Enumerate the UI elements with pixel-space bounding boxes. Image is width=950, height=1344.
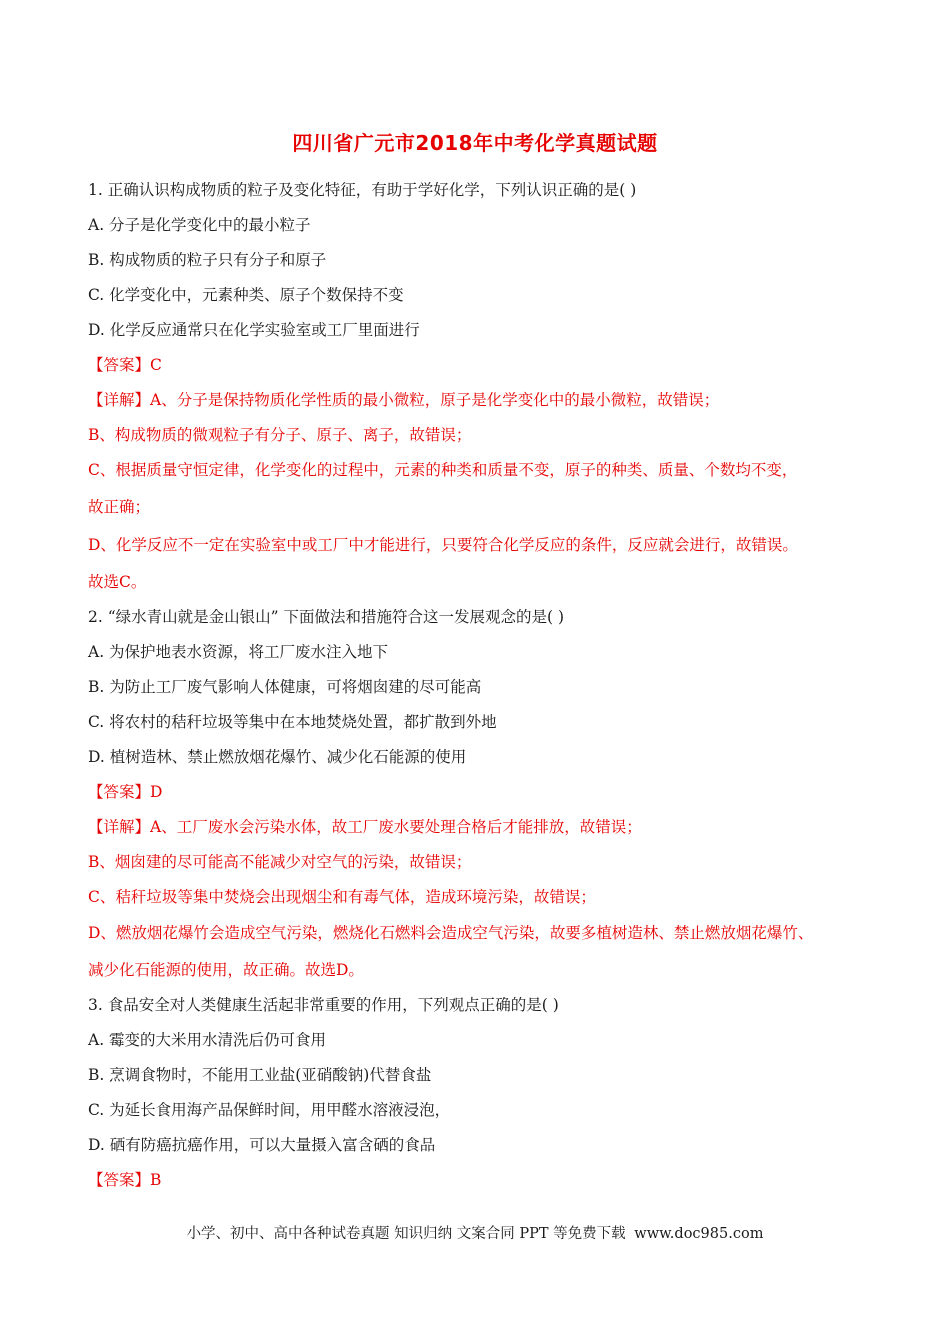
q3-option-a: A. 霉变的大米用水清洗后仍可食用: [88, 1031, 327, 1049]
q2-option-a: A. 为保护地表水资源，将工厂废水注入地下: [88, 643, 389, 661]
answer-tag: 【答案】: [88, 1171, 151, 1189]
q1-detail-b: B、构成物质的微观粒子有分子、原子、离子，故错误；: [88, 426, 472, 444]
q2-stem: 2. “绿水青山就是金山银山” 下面做法和措施符合这一发展观念的是( ): [88, 608, 565, 626]
q1-option-b: B. 构成物质的粒子只有分子和原子: [88, 251, 327, 269]
q1-detail-c-cont: 故正确；: [88, 498, 151, 516]
q2-option-b: B. 为防止工厂废气影响人体健康，可将烟囱建的尽可能高: [88, 678, 482, 696]
footer-text: 小学、初中、高中各种试卷真题 知识归纳 文案合同 PPT 等免费下载: [186, 1226, 626, 1242]
q2-detail: [88, 817, 642, 837]
answer-value: D: [150, 783, 163, 801]
q1-conclusion: 故选C。: [88, 573, 147, 591]
q2-conclusion: 减少化石能源的使用，故正确。故选D。: [88, 961, 364, 979]
q1-detail-d: D、化学反应不一定在实验室中或工厂中才能进行，只要符合化学反应的条件，反应就会进行，故错误。: [88, 536, 798, 554]
q1-option-d: D. 化学反应通常只在化学实验室或工厂里面进行: [88, 321, 420, 339]
q1-stem: 1. 正确认识构成物质的粒子及变化特征，有助于学好化学，下列认识正确的是( ): [88, 181, 637, 199]
answer-value: B: [150, 1171, 162, 1189]
q2-option-d: D. 植树造林、禁止燃放烟花爆竹、减少化石能源的使用: [88, 748, 467, 766]
detail-text: A、分子是保持物质化学性质的最小微粒，原子是化学变化中的最小微粒，故错误；: [150, 391, 720, 409]
answer-value: C: [150, 356, 162, 374]
detail-tag: 【详解】: [88, 818, 151, 836]
q3-option-b: B. 烹调食物时，不能用工业盐(亚硝酸钠)代替食盐: [88, 1066, 432, 1084]
page-footer: [0, 1222, 950, 1243]
q1-detail-c: C、根据质量守恒定律，化学变化的过程中，元素的种类和质量不变，原子的种类、质量、个数均不变，: [88, 461, 798, 479]
detail-text: A、工厂废水会污染水体，故工厂废水要处理合格后才能排放，故错误；: [150, 818, 642, 836]
answer-tag: 【答案】: [88, 356, 151, 374]
q1-answer: [88, 355, 162, 375]
q3-option-d: D. 硒有防癌抗癌作用，可以大量摄入富含硒的食品: [88, 1136, 436, 1154]
answer-tag: 【答案】: [88, 783, 151, 801]
q2-detail-d: D、燃放烟花爆竹会造成空气污染，燃烧化石燃料会造成空气污染，故要多植树造林、禁止燃放烟花爆竹、: [88, 924, 814, 942]
detail-tag: 【详解】: [88, 391, 151, 409]
q1-detail: [88, 390, 719, 410]
q3-stem: 3. 食品安全对人类健康生活起非常重要的作用，下列观点正确的是( ): [88, 996, 559, 1014]
q2-answer: [88, 782, 162, 802]
q2-option-c: C. 将农村的秸秆垃圾等集中在本地焚烧处置，都扩散到外地: [88, 713, 497, 731]
q1-option-a: A. 分子是化学变化中的最小粒子: [88, 216, 311, 234]
q3-option-c: C. 为延长食用海产品保鲜时间，用甲醛水溶液浸泡，: [88, 1101, 451, 1119]
page-title: 四川省广元市2018年中考化学真题试题: [292, 131, 658, 155]
q2-detail-c: C、秸秆垃圾等集中焚烧会出现烟尘和有毒气体，造成环境污染，故错误；: [88, 888, 596, 906]
footer-link[interactable]: www.doc985.com: [634, 1226, 764, 1242]
q3-answer: [88, 1170, 161, 1190]
q1-option-c: C. 化学变化中，元素种类、原子个数保持不变: [88, 286, 404, 304]
q2-detail-b: B、烟囱建的尽可能高不能减少对空气的污染，故错误；: [88, 853, 472, 871]
